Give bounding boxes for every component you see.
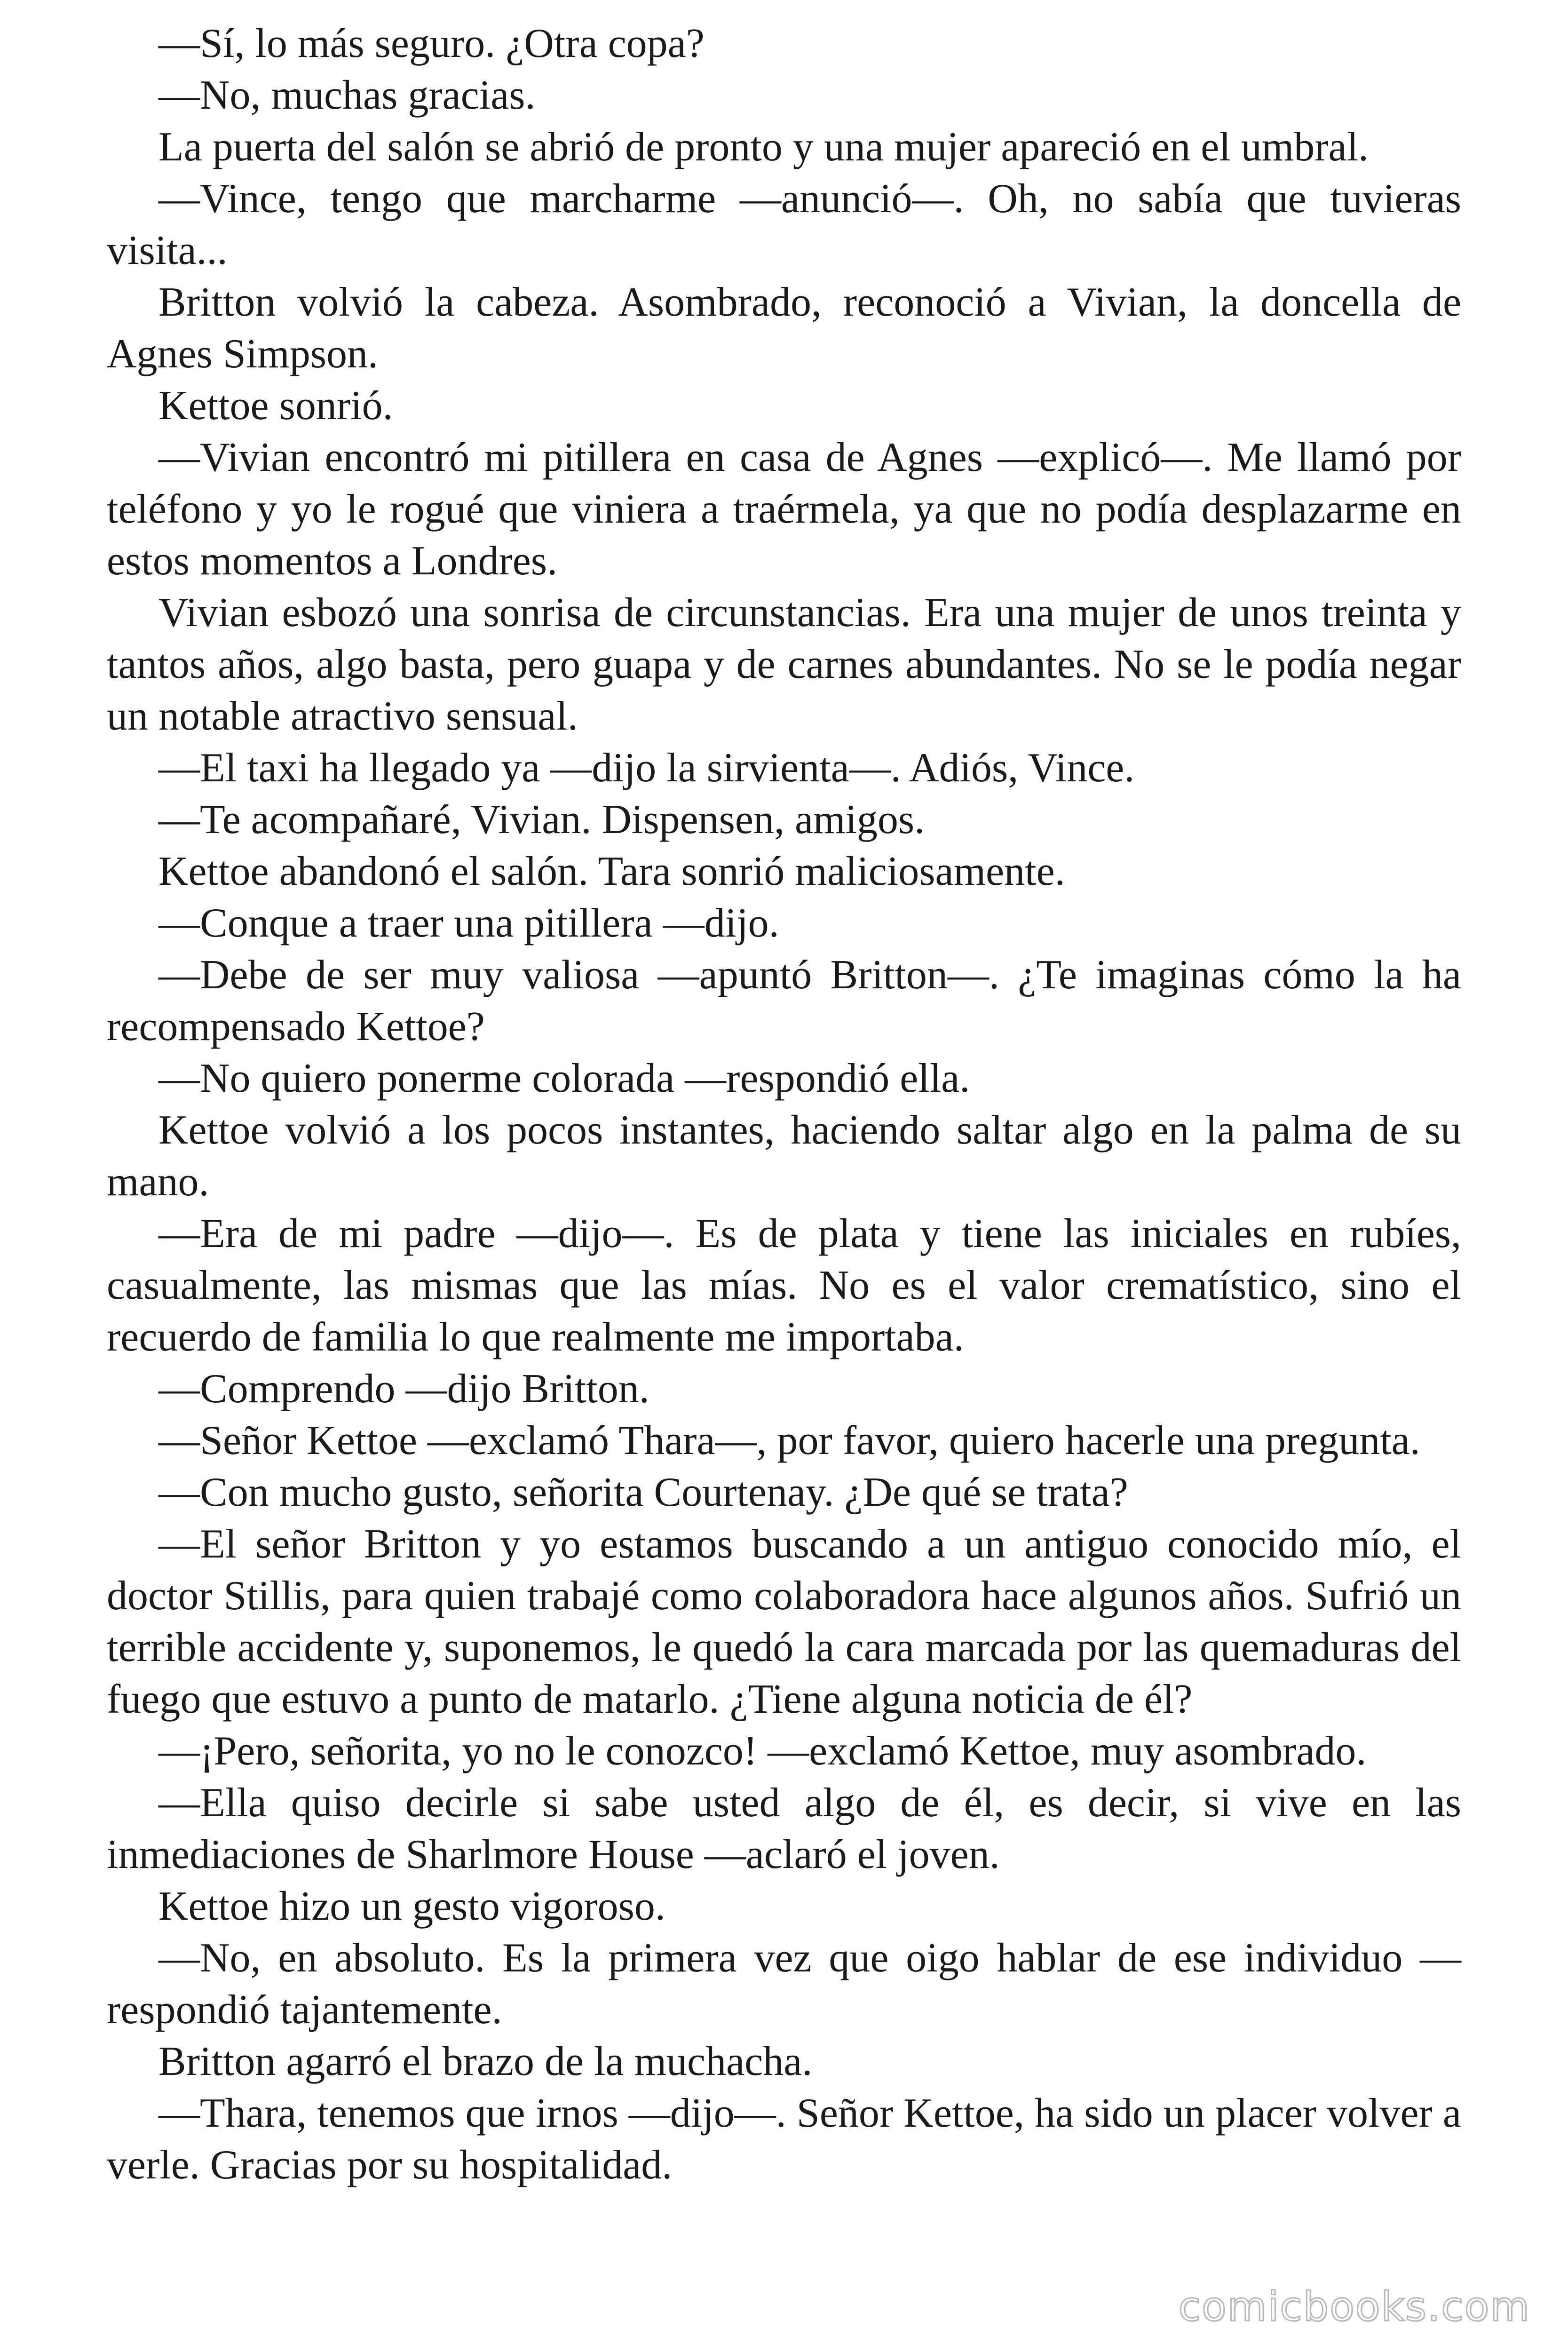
paragraph: —Conque a traer una pitillera —dijo. [158,900,779,946]
paragraph: —El señor Britton y yo estamos buscando a un antiguo conocido mío, el doctor Stillis, para quien trabajé como colaboradora hace algunos años. Sufrió un terrible accidente y, suponemos, le quedó la cara marcada por las quemaduras del fuego que estuvo a punto de matarlo. ¿Tiene alguna noticia de él? [107,1521,1461,1722]
paragraph: —Vivian encontró mi pitillera en casa de Agnes —explicó—. Me llamó por teléfono y yo le rogué que viniera a traérmela, ya que no podía desplazarme en estos momentos a Londres. [107,435,1461,584]
watermark: comicbooks.com [1178,2283,1530,2330]
paragraph: Vivian esbozó una sonrisa de circunstancias. Era una mujer de unos treinta y tantos años, algo basta, pero guapa y de carnes abundantes. No se le podía negar un notable atractivo sensual. [107,590,1461,739]
paragraph: —Ella quiso decirle si sabe usted algo de él, es decir, si vive en las inmediaciones de Sharlmore House —aclaró el joven. [107,1780,1461,1877]
paragraph: —Señor Kettoe —exclamó Thara—, por favor, quiero hacerle una pregunta. [158,1418,1420,1463]
paragraph: —Era de mi padre —dijo—. Es de plata y tiene las iniciales en rubíes, casualmente, las mismas que las mías. No es el valor crematístico, sino el recuerdo de familia lo que realmente me importaba. [107,1211,1461,1360]
paragraph: Kettoe abandonó el salón. Tara sonrió maliciosamente. [158,849,1065,894]
page-text [107,18,1461,2191]
paragraph: La puerta del salón se abrió de pronto y una mujer apareció en el umbral. [158,124,1369,170]
paragraph: —No quiero ponerme colorada —respondió ella. [158,1056,970,1101]
paragraph: Kettoe hizo un gesto vigoroso. [158,1883,665,1929]
paragraph: —Vince, tengo que marcharme —anunció—. Oh, no sabía que tuvieras visita... [107,176,1461,273]
paragraph: Britton agarró el brazo de la muchacha. [158,2039,813,2084]
paragraph: —Comprendo —dijo Britton. [158,1366,649,1412]
paragraph: —¡Pero, señorita, yo no le conozco! —exclamó Kettoe, muy asombrado. [158,1728,1367,1774]
paragraph: —No, en absoluto. Es la primera vez que oigo hablar de ese individuo — respondió tajantemente. [107,1935,1461,2033]
paragraph: Britton volvió la cabeza. Asombrado, reconoció a Vivian, la doncella de Agnes Simpson. [107,279,1461,377]
paragraph: —Debe de ser muy valiosa —apuntó Britton—. ¿Te imaginas cómo la ha recompensado Kettoe? [107,952,1461,1049]
paragraph: Kettoe sonrió. [158,383,393,429]
paragraph: —No, muchas gracias. [158,72,536,118]
paragraph: —Thara, tenemos que irnos —dijo—. Señor Kettoe, ha sido un placer volver a verle. Gracias por su hospitalidad. [107,2090,1461,2188]
paragraph: —El taxi ha llegado ya —dijo la sirvienta—. Adiós, Vince. [158,745,1135,791]
paragraph: —Sí, lo más seguro. ¿Otra copa? [158,21,705,66]
paragraph: Kettoe volvió a los pocos instantes, haciendo saltar algo en la palma de su mano. [107,1107,1461,1205]
paragraph: —Te acompañaré, Vivian. Dispensen, amigos. [158,797,925,842]
paragraph: —Con mucho gusto, señorita Courtenay. ¿De qué se trata? [158,1470,1128,1515]
